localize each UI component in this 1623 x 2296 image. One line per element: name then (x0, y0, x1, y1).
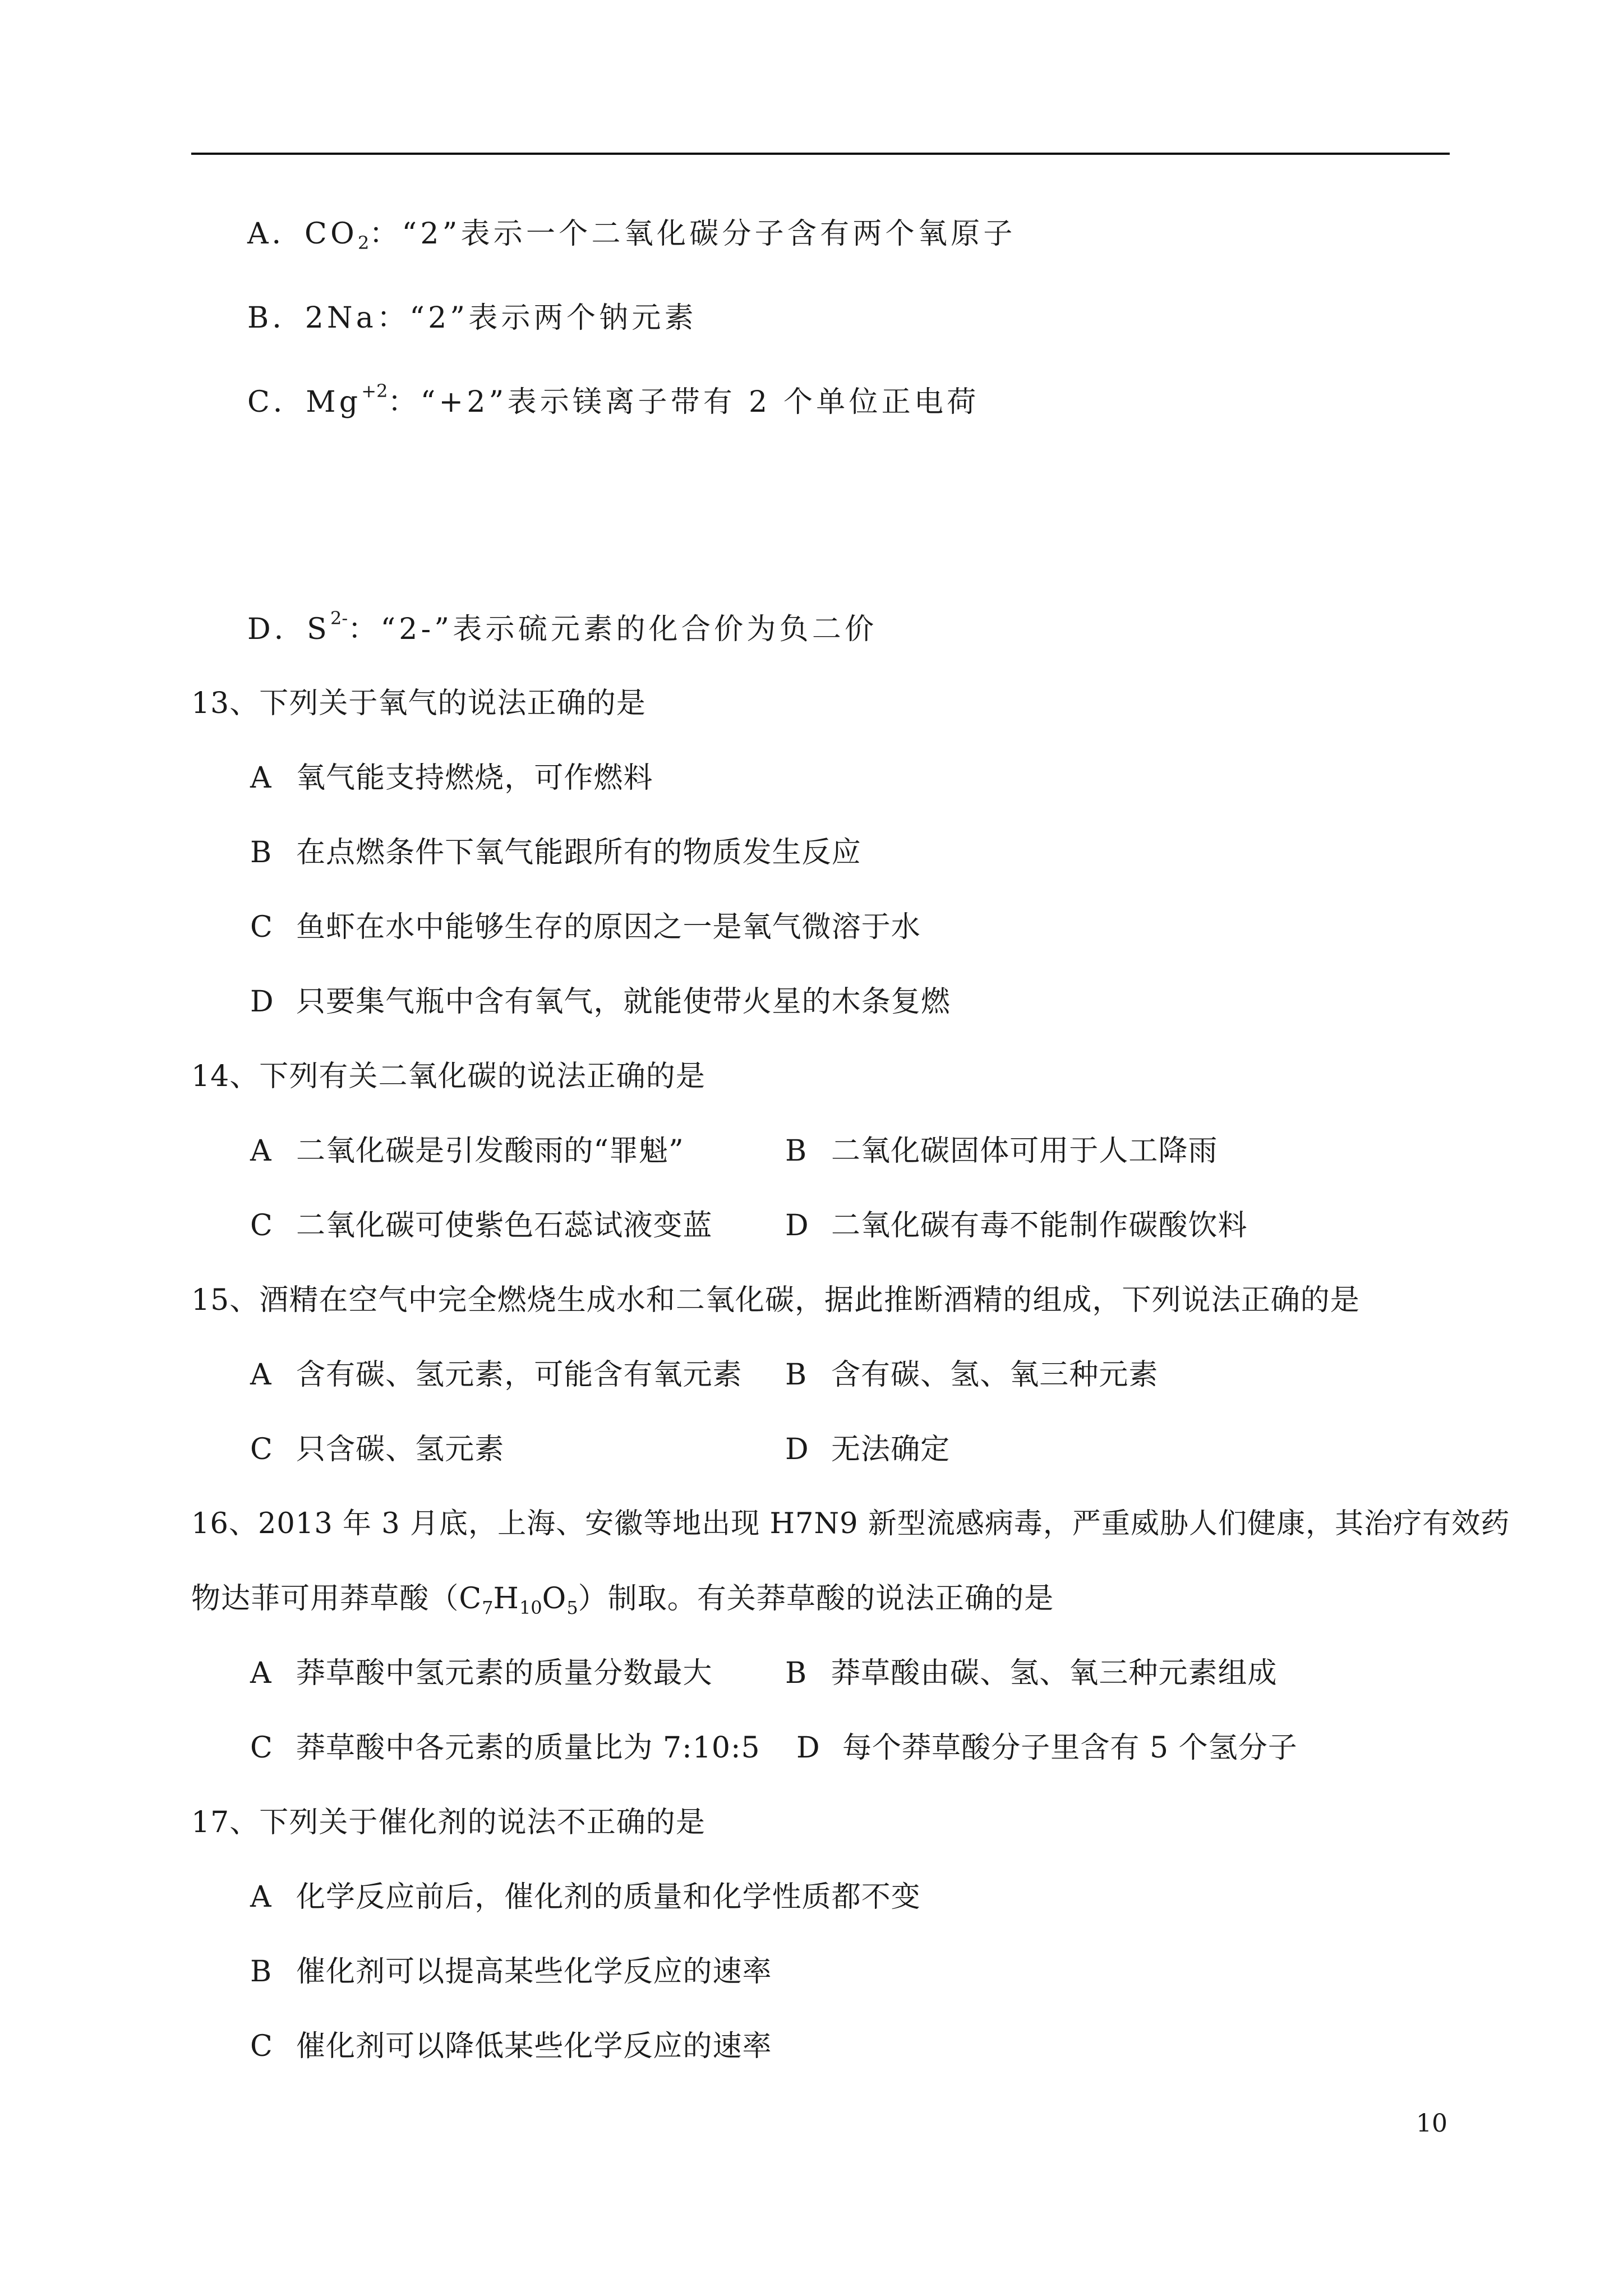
q12-b-label: B． (247, 301, 305, 335)
option-label: A (250, 1358, 271, 1392)
header-rule (191, 153, 1450, 155)
q16-option-c (250, 1730, 760, 1766)
q16-option-a (250, 1655, 713, 1691)
q17-option-a (250, 1879, 921, 1915)
option-label: B (785, 1657, 807, 1690)
option-label: D (785, 1209, 809, 1243)
q16-option-b (785, 1655, 1278, 1691)
option-label: B (250, 1955, 272, 1989)
option-text: 只含碳、氢元素 (296, 1433, 505, 1466)
option-text: 无法确定 (831, 1433, 951, 1466)
q12-c-formula: Mg (306, 385, 362, 419)
q16-options-row-2 (250, 1730, 1428, 1766)
q12-b-text: 2Na：“2”表示两个钠元素 (305, 301, 697, 335)
q17-option-b (250, 1954, 772, 1990)
option-label: B (250, 836, 272, 869)
q15-option-b (785, 1357, 1158, 1393)
q12-a-subscript: 2 (357, 232, 370, 254)
option-text: 二氧化碳有毒不能制作碳酸饮料 (831, 1209, 1248, 1243)
formula-part: H (493, 1582, 519, 1616)
q12-option-b (247, 300, 697, 336)
option-text: 在点燃条件下氧气能跟所有的物质发生反应 (296, 836, 861, 869)
q14-stem: 14、下列有关二氧化碳的说法正确的是 (191, 1060, 706, 1093)
q14-option-b (785, 1133, 1218, 1169)
option-text: 莽草酸中各元素的质量比为 7:10:5 (296, 1731, 760, 1765)
q17-option-c (250, 2028, 772, 2064)
option-text: 含有碳、氢、氧三种元素 (831, 1358, 1159, 1392)
q12-d-text: ：“2-”表示硫元素的化合价为负二价 (348, 613, 878, 646)
q12-d-superscript: 2- (330, 608, 348, 629)
option-label: D (250, 985, 274, 1019)
option-label: C (250, 1731, 273, 1765)
q15-stem: 15、酒精在空气中完全燃烧生成水和二氧化碳，据此推断酒精的组成，下列说法正确的是 (191, 1283, 1360, 1317)
q14-options-row-1 (250, 1133, 1428, 1169)
q14-options-row-2 (250, 1208, 1428, 1244)
q13-option-a (250, 760, 653, 796)
option-label: B (785, 1134, 807, 1168)
option-text: 二氧化碳可使紫色石蕊试液变蓝 (296, 1209, 713, 1243)
q14-option-a (250, 1133, 684, 1169)
option-label: A (250, 1657, 271, 1690)
q13-option-c (250, 909, 921, 945)
option-text: 莽草酸中氢元素的质量分数最大 (296, 1657, 713, 1690)
option-text: 只要集气瓶中含有氧气，就能使带火星的木条复燃 (296, 985, 951, 1019)
subscript: 7 (482, 1597, 494, 1618)
q12-d-label: D． (247, 613, 307, 646)
option-label: B (785, 1358, 807, 1392)
q16-option-d (796, 1730, 1298, 1766)
option-text: 鱼虾在水中能够生存的原因之一是氧气微溶于水 (296, 910, 921, 944)
q15-option-a (250, 1357, 743, 1393)
option-text: 含有碳、氢元素，可能含有氧元素 (296, 1358, 743, 1392)
q12-c-text: ：“+2”表示镁离子带有 2 个单位正电荷 (388, 385, 980, 419)
option-label: A (250, 761, 271, 795)
option-text: 二氧化碳固体可用于人工降雨 (831, 1134, 1218, 1168)
q15-option-d (785, 1432, 950, 1467)
q12-c-superscript: +2 (361, 380, 388, 402)
option-label: D (785, 1433, 809, 1466)
q17-stem: 17、下列关于催化剂的说法不正确的是 (191, 1806, 706, 1839)
q16-options-row-1 (250, 1655, 1428, 1691)
subscript: 10 (519, 1597, 542, 1618)
option-label: A (250, 1880, 271, 1914)
option-text: 催化剂可以降低某些化学反应的速率 (296, 2030, 772, 2063)
option-label: D (796, 1731, 820, 1765)
q13-option-b (250, 835, 861, 871)
q15-options-row-2 (250, 1432, 1428, 1467)
q15-option-c (250, 1432, 504, 1467)
q12-option-a (247, 216, 1016, 252)
option-label: C (250, 1209, 273, 1243)
option-label: C (250, 1433, 273, 1466)
q12-d-formula: S (307, 613, 331, 646)
q12-c-label: C． (247, 385, 306, 419)
option-label: A (250, 1134, 271, 1168)
q13-stem: 13、下列关于氧气的说法正确的是 (191, 687, 646, 720)
option-text: 每个莽草酸分子里含有 5 个氢分子 (842, 1731, 1298, 1765)
q16-stem-line-2 (191, 1581, 1054, 1617)
subscript: 5 (566, 1597, 578, 1618)
option-text: 化学反应前后，催化剂的质量和化学性质都不变 (296, 1880, 921, 1914)
q16-stem-post: ）制取。有关莽草酸的说法正确的是 (578, 1582, 1054, 1616)
q12-a-label: A． (247, 217, 305, 251)
q16-stem-line-1: 16、2013 年 3 月底，上海、安徽等地出现 H7N9 新型流感病毒，严重威胁人们健康，其治疗有效药 (191, 1507, 1510, 1540)
option-text: 氧气能支持燃烧，可作燃料 (296, 761, 653, 795)
option-text: 二氧化碳是引发酸雨的“罪魁” (296, 1134, 684, 1168)
q14-option-c (250, 1208, 713, 1244)
q12-a-text: ：“2”表示一个二氧化碳分子含有两个氧原子 (369, 217, 1016, 251)
q12-option-d (247, 608, 878, 647)
option-label: C (250, 2030, 273, 2063)
q14-option-d (785, 1208, 1248, 1244)
q12-a-formula: CO (305, 217, 358, 251)
q12-option-c (247, 380, 980, 420)
q15-options-row-1 (250, 1357, 1428, 1393)
q13-option-d (250, 984, 951, 1020)
option-label: C (250, 910, 273, 944)
formula-part: O (542, 1582, 567, 1616)
page-number: 10 (1416, 2109, 1447, 2138)
option-text: 催化剂可以提高某些化学反应的速率 (296, 1955, 772, 1989)
q16-stem-pre: 物达菲可用莽草酸（C (191, 1582, 482, 1616)
option-text: 莽草酸由碳、氢、氧三种元素组成 (831, 1657, 1278, 1690)
